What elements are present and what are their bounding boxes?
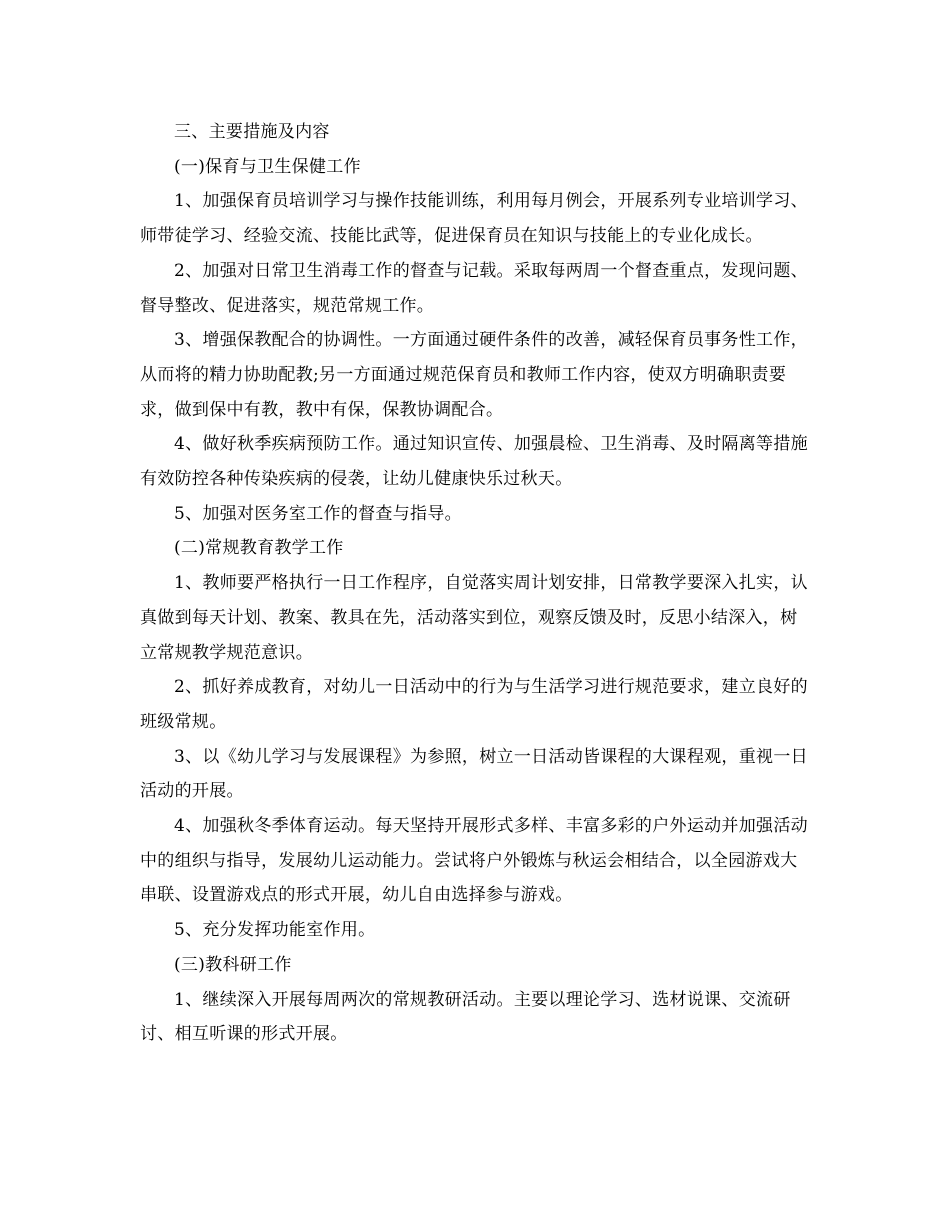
paragraph: 1、教师要严格执行一日工作程序，自觉落实周计划安排，日常教学要深入扎实，认真做到每天计划、教案、教具在先，活动落实到位，观察反馈及时，反思小结深入，树立常规教学规范意识。 (140, 573, 808, 663)
paragraph: 2、加强对日常卫生消毒工作的督查与记载。采取每两周一个督查重点，发现问题、督导整改、促进落实，规范常规工作。 (140, 260, 808, 316)
subsection-title-care: (一)保育与卫生保健工作 (174, 156, 361, 177)
paragraph: 3、增强保教配合的协调性。一方面通过硬件条件的改善，减轻保育员事务性工作，从而将的精力协助配教;另一方面通过规范保育员和教师工作内容，使双方明确职责要求，做到保中有教，教中有保，保教协调配合。 (140, 330, 808, 420)
subsection-title-research: (三)教科研工作 (174, 954, 292, 975)
subsection-title-teaching: (二)常规教育教学工作 (174, 538, 344, 559)
paragraph: 1、加强保育员培训学习与操作技能训练，利用每月例会，开展系列专业培训学习、师带徒学习、经验交流、技能比武等，促进保育员在知识与技能上的专业化成长。 (140, 191, 808, 247)
paragraph: 3、以《幼儿学习与发展课程》为参照，树立一日活动皆课程的大课程观，重视一日活动的开展。 (140, 746, 808, 802)
section-title: 三、主要措施及内容 (174, 122, 330, 142)
paragraph: 4、做好秋季疾病预防工作。通过知识宣传、加强晨检、卫生消毒、及时隔离等措施有效防控各种传染疾病的侵袭，让幼儿健康快乐过秋天。 (140, 434, 808, 490)
paragraph: 1、继续深入开展每周两次的常规教研活动。主要以理论学习、选材说课、交流研讨、相互听课的形式开展。 (140, 989, 791, 1045)
document-body (140, 115, 812, 1052)
paragraph: 5、加强对医务室工作的督查与指导。 (174, 503, 462, 524)
paragraph: 5、充分发挥功能室作用。 (174, 920, 376, 941)
paragraph: 4、加强秋冬季体育运动。每天坚持开展形式多样、丰富多彩的户外运动并加强活动中的组织与指导，发展幼儿运动能力。尝试将户外锻炼与秋运会相结合，以全园游戏大串联、设置游戏点的形式开展，幼儿自由选择参与游戏。 (140, 816, 808, 906)
paragraph: 2、抓好养成教育，对幼儿一日活动中的行为与生活学习进行规范要求，建立良好的班级常规。 (140, 677, 808, 732)
